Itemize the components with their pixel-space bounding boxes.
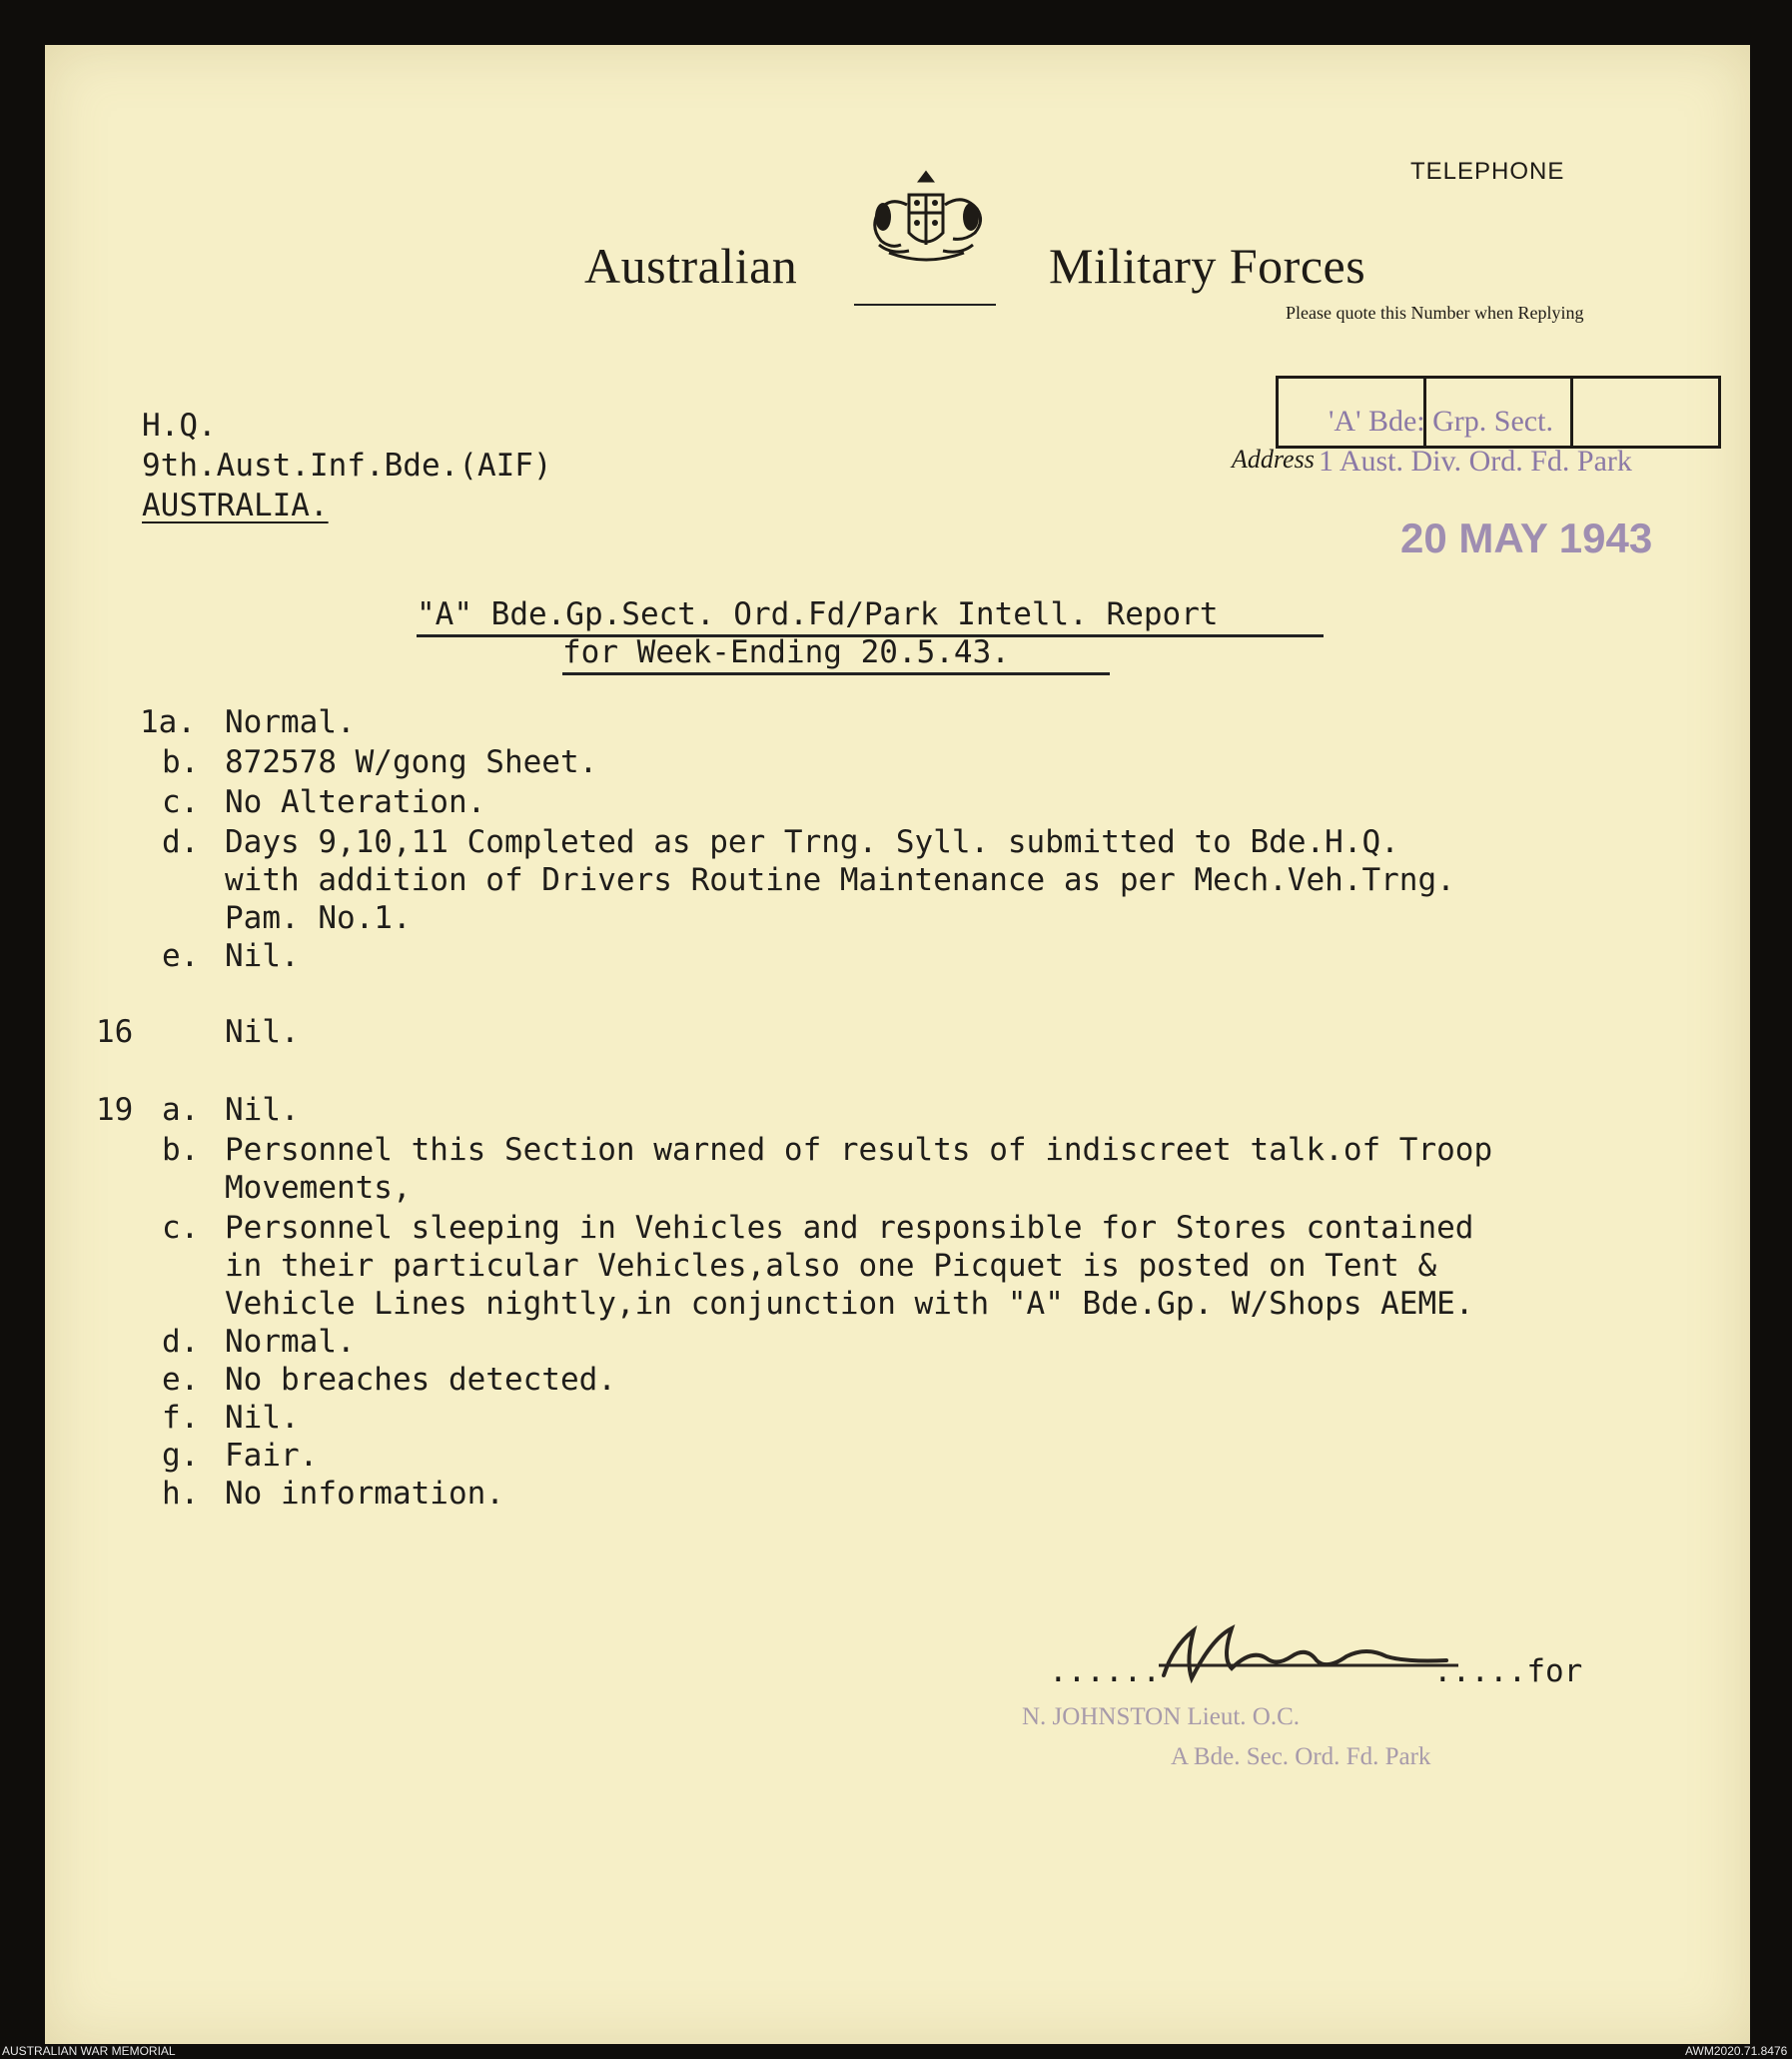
item-text: No information.	[225, 1476, 504, 1512]
item-label: g.	[162, 1438, 200, 1474]
letterhead-left: Australian	[584, 238, 798, 294]
item-label: b.	[162, 1132, 200, 1168]
item-label: c.	[162, 784, 200, 820]
item-text: Nil.	[225, 1400, 300, 1436]
item-text: in their particular Vehicles,also one Picquet is posted on Tent &	[225, 1248, 1437, 1284]
item-text: Days 9,10,11 Completed as per Trng. Syll. submitted to Bde.H.Q.	[225, 824, 1399, 860]
letter-sheet	[45, 45, 1750, 2044]
item-text: No breaches detected.	[225, 1362, 616, 1398]
recipient-line-3	[142, 488, 329, 523]
item-text: Nil.	[225, 1092, 300, 1128]
footer-accession-number: AWM2020.71.8476	[1685, 2044, 1788, 2058]
signature-for: .....for	[1433, 1653, 1583, 1689]
item-text: Pam. No.1.	[225, 900, 412, 936]
item-number: 19	[96, 1092, 134, 1128]
signatory-name-stamp: N. JOHNSTON Lieut. O.C.	[1022, 1703, 1301, 1730]
item-text: Nil.	[225, 1014, 300, 1050]
item-text: Vehicle Lines nightly,in conjunction with "A" Bde.Gp. W/Shops AEME.	[225, 1286, 1474, 1322]
item-label: c.	[162, 1210, 200, 1246]
reference-box	[1573, 379, 1718, 446]
item-text: Personnel this Section warned of results of indiscreet talk.of Troop	[225, 1132, 1493, 1168]
footer-archive-name: AUSTRALIAN WAR MEMORIAL	[2, 2044, 176, 2058]
address-label: Address	[1232, 445, 1315, 474]
item-text: Personnel sleeping in Vehicles and responsible for Stores contained	[225, 1210, 1474, 1246]
item-text: Movements,	[225, 1170, 412, 1206]
item-label: e.	[162, 938, 200, 974]
telephone-label: TELEPHONE	[1410, 158, 1565, 185]
stamp-line-1: 'A' Bde: Grp. Sect.	[1329, 405, 1553, 438]
stamp-line-2: 1 Aust. Div. Ord. Fd. Park	[1319, 445, 1632, 478]
signature-dots-left: ......	[1049, 1653, 1161, 1689]
item-label: e.	[162, 1362, 200, 1398]
item-text: Nil.	[225, 938, 300, 974]
item-text: Normal.	[225, 704, 356, 740]
recipient-line-1: H.Q.	[142, 408, 217, 444]
commonwealth-coat-of-arms-icon	[859, 165, 994, 295]
item-number: 16	[96, 1014, 134, 1050]
item-label: b.	[162, 744, 200, 780]
stamp-date: 20 MAY 1943	[1400, 515, 1653, 561]
item-label: a.	[162, 1092, 200, 1128]
item-label: h.	[162, 1476, 200, 1512]
signatory-unit-stamp: A Bde. Sec. Ord. Fd. Park	[1171, 1743, 1431, 1770]
item-text: Normal.	[225, 1324, 356, 1360]
quote-number-note: Please quote this Number when Replying	[1286, 303, 1584, 323]
item-text: with addition of Drivers Routine Maintenance as per Mech.Veh.Trng.	[225, 862, 1455, 898]
recipient-line-2: 9th.Aust.Inf.Bde.(AIF)	[142, 448, 552, 484]
report-title-line-1: "A" Bde.Gp.Sect. Ord.Fd/Park Intell. Report	[417, 596, 1324, 637]
item-text: Fair.	[225, 1438, 319, 1474]
report-title-line-2: for Week-Ending 20.5.43.	[562, 634, 1110, 675]
letterhead-rule	[854, 304, 996, 306]
item-text: 872578 W/gong Sheet.	[225, 744, 598, 780]
item-number: 1a.	[140, 704, 196, 740]
recipient-country: AUSTRALIA.	[142, 488, 329, 523]
item-label: f.	[162, 1400, 200, 1436]
item-label: d.	[162, 824, 200, 860]
letterhead-right: Military Forces	[1049, 238, 1366, 294]
item-label: d.	[162, 1324, 200, 1360]
item-text: No Alteration.	[225, 784, 486, 820]
